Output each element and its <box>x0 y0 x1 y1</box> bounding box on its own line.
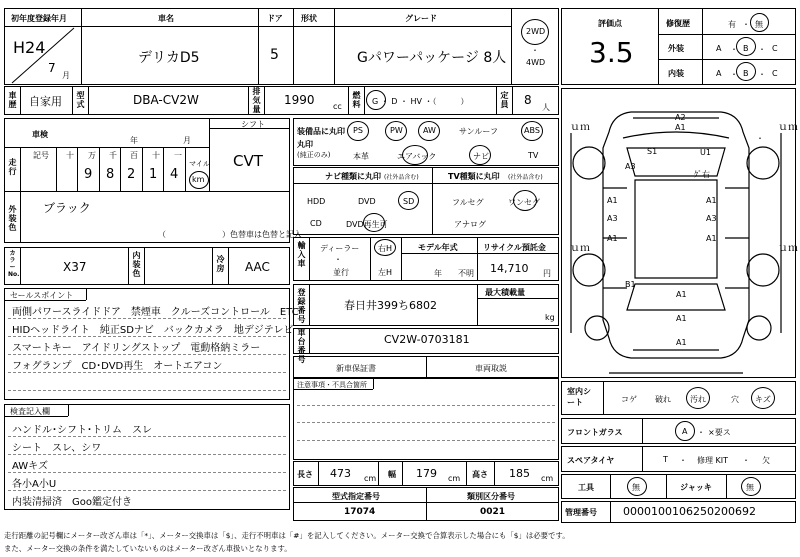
color-no-label: カラーNo. <box>8 250 20 278</box>
seat-label: 室内シート <box>567 387 591 407</box>
width-label: 幅 <box>388 470 396 479</box>
shaken-year-unit: 年 <box>130 136 138 145</box>
equip-aw: AW <box>423 126 436 135</box>
spare-t: T <box>663 455 668 464</box>
control-number: 0000100106250200692 <box>623 505 756 518</box>
max-load-label: 最大積載量 <box>485 288 525 297</box>
model-year-unit: 年 <box>434 269 442 278</box>
glass-label: フロントガラス <box>567 428 623 437</box>
first-reg-era: H24 <box>13 38 46 57</box>
capacity-unit: 人 <box>542 103 550 112</box>
recycle-label: リサイクル預託金 <box>483 243 546 252</box>
equip-airbag: エアバック <box>397 152 437 161</box>
inspector-line: 各小A小U <box>12 479 57 490</box>
displacement: 1990 <box>284 93 315 107</box>
exterior-color: ブラック <box>43 201 91 215</box>
fuel-options: G ・ D ・ HV ・（ ） <box>372 97 469 106</box>
mileage-unit-km: km <box>192 175 205 184</box>
grade: Gパワーパッケージ 8人 <box>357 50 507 66</box>
damage-sep: ・ <box>756 134 764 143</box>
notes-box <box>293 378 559 460</box>
shaken-label: 車検 <box>32 130 48 139</box>
damage-a3: A3 <box>607 214 618 223</box>
car-name-label: 車名 <box>158 14 174 23</box>
seat-ana: 穴 <box>731 395 739 404</box>
damage-s1: S1 <box>647 147 658 156</box>
seat-yabure: 破れ <box>655 395 671 404</box>
shift: CVT <box>233 152 263 170</box>
first-reg-label: 初年度登録年月 <box>11 14 67 23</box>
mileage-digit: 9 <box>84 167 93 182</box>
usage: 自家用 <box>29 95 62 108</box>
footer-line-1: 走行距離の記号欄にメーター改ざん車は「*」、メーター交換車は「$」、走行不明車は「#」を記入してください。メーター交換で合算表示した場合にも「$」は必要です。 <box>4 531 570 540</box>
notes-label: 注意事項・不具合箇所 <box>297 381 367 389</box>
equip-tv: TV <box>528 151 539 160</box>
mileage-digit: 4 <box>170 167 179 182</box>
damage-a3: A3 <box>706 214 717 223</box>
exterior-grade-label: 外装 <box>668 44 684 53</box>
shift-label: シフト <box>241 120 265 129</box>
damage-u1: U1 <box>700 148 711 157</box>
tv-sub: (社外品含む) <box>508 174 543 181</box>
navi-cd: CD <box>310 219 322 228</box>
damage-a2: A2 <box>675 113 686 122</box>
left-h: 左H <box>378 268 393 277</box>
damage-a1: A1 <box>607 196 618 205</box>
tools-label: 工具 <box>578 483 594 492</box>
drive-4wd: 4WD <box>526 58 546 67</box>
inspector-line: AWキズ <box>12 461 48 472</box>
damage-a1: A1 <box>706 196 717 205</box>
damage-um: ｕｍ <box>570 243 590 254</box>
registration-label: 登録番号 <box>297 288 306 324</box>
chassis: CV2W-0703181 <box>384 333 470 346</box>
tv-analog: アナログ <box>454 220 486 229</box>
spare-label: スペアタイヤ <box>567 456 615 465</box>
max-load-unit: kg <box>545 313 555 322</box>
model: DBA-CV2W <box>133 93 199 107</box>
interior-color-label: 内装色 <box>132 251 141 278</box>
jack-label: ジャッキ <box>680 483 712 492</box>
damage-a1: A1 <box>607 234 618 243</box>
import-parallel: 並行 <box>333 268 349 277</box>
equip-pw: PW <box>390 126 403 135</box>
seat-koge: コゲ <box>621 395 637 404</box>
damage-ku: ｸﾞ右 <box>694 170 710 179</box>
length-label: 長さ <box>297 470 313 479</box>
type-no: 17074 <box>344 507 376 517</box>
displacement-unit: cc <box>333 102 342 111</box>
glass-a: A <box>682 427 688 436</box>
grade-label: グレード <box>405 14 437 23</box>
length-unit: cm <box>364 474 377 483</box>
usage-label: 車歴 <box>8 91 17 109</box>
control-label: 管理番号 <box>565 508 597 517</box>
recycle-unit: 円 <box>543 269 551 278</box>
shaken-month-unit: 月 <box>183 136 191 145</box>
inspector-line: ハンドル･シフト･トリム スレ <box>12 425 152 436</box>
length: 473 <box>330 467 351 480</box>
ac: AAC <box>245 260 270 274</box>
width: 179 <box>416 467 437 480</box>
equipment-sub-label: (純正のみ) <box>297 151 331 159</box>
import-label: 輸入車 <box>297 241 306 268</box>
sales-points-label: セールスポイント <box>10 291 74 300</box>
height: 185 <box>509 467 530 480</box>
seat-kizu: キズ <box>755 395 771 404</box>
exterior-grade: B <box>743 44 749 53</box>
damage-um: ｕｍ <box>778 243 798 254</box>
inspector-label: 検査記入欄 <box>10 407 50 416</box>
damage-b1: B1 <box>625 280 636 289</box>
navi-dvd: DVD <box>358 197 376 206</box>
mileage-digit: 2 <box>127 167 136 182</box>
equip-leather: 本革 <box>353 152 369 161</box>
height-label: 高さ <box>472 470 488 479</box>
footer-line-2: また、メーター交換の条件を満たしていないものはメーター改ざん車扱いとなります。 <box>4 544 292 553</box>
fuel-label: 燃料 <box>352 91 361 109</box>
navi-hdd: HDD <box>307 197 326 206</box>
model-year-value: 不明 <box>458 269 474 278</box>
height-unit: cm <box>541 474 554 483</box>
drive-sep: ・ <box>531 46 539 55</box>
first-reg-month: 7 <box>48 61 56 75</box>
width-unit: cm <box>448 474 461 483</box>
car-name: デリカD5 <box>138 50 200 66</box>
damage-a1: A1 <box>676 314 687 323</box>
chassis-label: 車台番号 <box>297 328 306 364</box>
model-label: 型式 <box>76 91 85 109</box>
damage-um: ｕｍ <box>778 122 798 133</box>
import-dealer: ディーラー <box>320 244 360 253</box>
sales-point-line: スマートキー アイドリングストップ 電動格納ミラー <box>12 343 261 354</box>
capacity-label: 定員 <box>500 91 509 109</box>
class-no: 0021 <box>480 507 506 517</box>
navi-label: ナビ種類に丸印 <box>325 172 381 181</box>
damage-um: ｕｍ <box>570 122 590 133</box>
tv-label: TV種類に丸印 <box>448 172 500 181</box>
mileage-sub-label: 記号 <box>33 151 49 160</box>
color-note: （ ）色替車は色替と記入 <box>158 230 302 239</box>
navi-sub: (社外品含む) <box>384 174 419 181</box>
repair-no: 無 <box>755 20 763 29</box>
tv-oneseg: ワンセグ <box>508 198 540 207</box>
damage-a1: A1 <box>706 234 717 243</box>
tools-value: 無 <box>632 483 640 492</box>
doors-label: ドア <box>267 14 283 23</box>
score: 3.5 <box>589 36 634 69</box>
capacity: 8 <box>524 93 532 107</box>
type-no-label: 型式指定番号 <box>332 492 380 501</box>
displacement-label: 排気量 <box>252 87 261 114</box>
repair-yes: 有 <box>728 20 736 29</box>
navi-sd: SD <box>403 197 415 206</box>
equipment-label: 装備品に丸印 <box>297 127 345 136</box>
shape-label: 形状 <box>301 14 317 23</box>
sales-point-line: HIDヘッドライト 純正SDナビ バックカメラ 地デジテレビ <box>12 325 294 336</box>
mileage-label: 走行 <box>8 158 17 176</box>
mileage-digit: 1 <box>149 167 158 182</box>
equip-navi: ナビ <box>473 152 489 161</box>
warranty: 新車保証書 <box>336 364 376 373</box>
equip-ps: PS <box>353 126 363 135</box>
recycle: 14,710 <box>490 262 529 275</box>
inspector-line: 内装清掃済 Goo鑑定付き <box>12 497 132 508</box>
exterior-color-label: 外装色 <box>8 205 17 232</box>
manual: 車両取説 <box>475 364 507 373</box>
navi-dvd-play: DVD再生可 <box>346 220 388 229</box>
tv-fullseg: フルセグ <box>452 198 484 207</box>
registration: 春日井399ち6802 <box>344 299 437 312</box>
equip-sunroof: サンルーフ <box>459 127 498 136</box>
equip-abs: ABS <box>524 126 540 135</box>
repair-label: 修復歴 <box>666 19 690 28</box>
seat-yogore: 汚れ <box>690 395 706 404</box>
model-year-label: モデル年式 <box>418 243 458 252</box>
damage-a3: A3 <box>625 162 636 171</box>
ac-label: 冷房 <box>216 255 225 273</box>
drive-2wd: 2WD <box>526 27 546 36</box>
score-label: 評価点 <box>598 19 622 28</box>
damage-a1: A1 <box>676 290 687 299</box>
glass-replace: ×要ス <box>708 428 731 437</box>
interior-grade-label: 内装 <box>668 69 684 78</box>
sales-point-line: フォグランプ CD･DVD再生 オートエアコン <box>12 361 223 372</box>
inspector-line: シート スレ、シワ <box>12 443 102 454</box>
color-no: X37 <box>63 260 87 274</box>
jack-value: 無 <box>746 483 754 492</box>
mileage-unit-mile: マイル <box>189 160 210 168</box>
doors: 5 <box>270 47 279 63</box>
first-reg-month-unit: 月 <box>62 71 70 80</box>
interior-grade: B <box>743 69 749 78</box>
spare-none: 欠 <box>762 456 770 465</box>
spare-kit: 修理 KIT <box>697 456 729 465</box>
right-h: 右H <box>378 244 393 253</box>
class-no-label: 類別区分番号 <box>467 492 515 501</box>
mileage-digit: 8 <box>106 167 115 182</box>
damage-a1: A1 <box>675 123 686 132</box>
damage-a1: A1 <box>676 338 687 347</box>
sales-point-line: 両側パワースライドドア 禁煙車 クルーズコントロール ETC <box>12 307 299 318</box>
